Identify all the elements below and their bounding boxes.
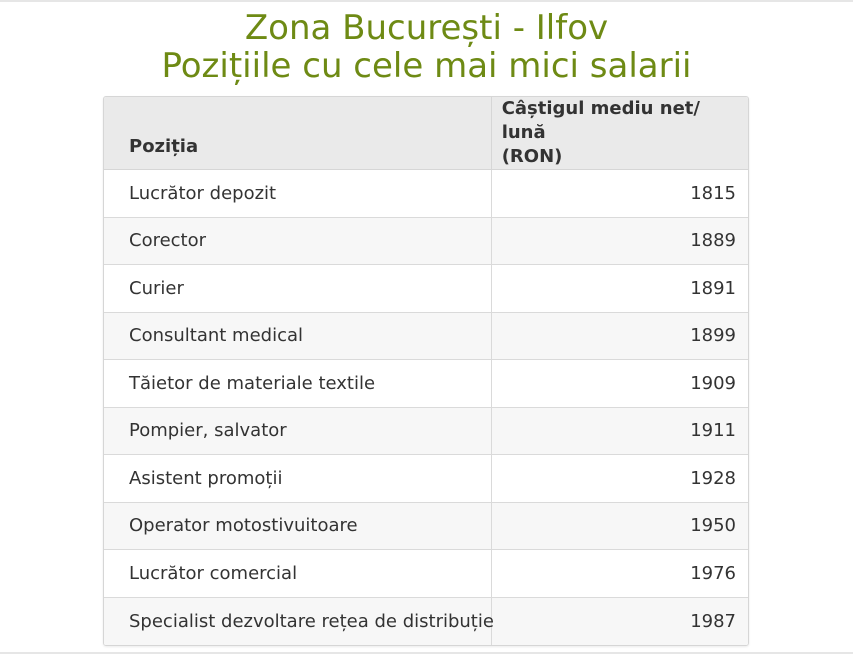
header-salary	[491, 97, 748, 170]
cell-salary: 1976	[491, 550, 748, 598]
cell-salary: 1950	[491, 502, 748, 550]
cell-position: Lucrător depozit	[104, 170, 491, 218]
cell-position: Consultant medical	[104, 312, 491, 360]
cell-salary: 1899	[491, 312, 748, 360]
cell-position: Specialist dezvoltare rețea de distribuție	[104, 597, 491, 645]
table-row	[104, 502, 748, 550]
table-header-row	[104, 97, 748, 170]
table-row	[104, 312, 748, 360]
cell-position: Lucrător comercial	[104, 550, 491, 598]
cell-salary: 1815	[491, 170, 748, 218]
table-row	[104, 170, 748, 218]
table-row	[104, 360, 748, 408]
salary-table-container	[103, 96, 749, 646]
cell-salary: 1909	[491, 360, 748, 408]
cell-position: Tăietor de materiale textile	[104, 360, 491, 408]
header-position: Poziția	[104, 97, 491, 170]
cell-salary: 1987	[491, 597, 748, 645]
table-row	[104, 597, 748, 645]
cell-position: Pompier, salvator	[104, 407, 491, 455]
table-row	[104, 550, 748, 598]
title-subject: Pozițiile cu cele mai mici salarii	[161, 46, 692, 86]
cell-position: Corector	[104, 217, 491, 265]
cell-position: Asistent promoții	[104, 455, 491, 503]
table-row	[104, 407, 748, 455]
cell-salary: 1889	[491, 217, 748, 265]
table-row	[104, 455, 748, 503]
title-region: Zona București - Ilfov	[244, 8, 609, 48]
cell-salary: 1911	[491, 407, 748, 455]
header-salary-unit: (RON)	[501, 146, 563, 167]
table-row	[104, 217, 748, 265]
page-title	[0, 2, 853, 85]
cell-position: Operator motostivuitoare	[104, 502, 491, 550]
cell-position: Curier	[104, 265, 491, 313]
cell-salary: 1891	[491, 265, 748, 313]
salary-table	[104, 97, 748, 645]
header-salary-label: Câștigul mediu net/ lună	[501, 98, 700, 143]
table-row	[104, 265, 748, 313]
cell-salary: 1928	[491, 455, 748, 503]
